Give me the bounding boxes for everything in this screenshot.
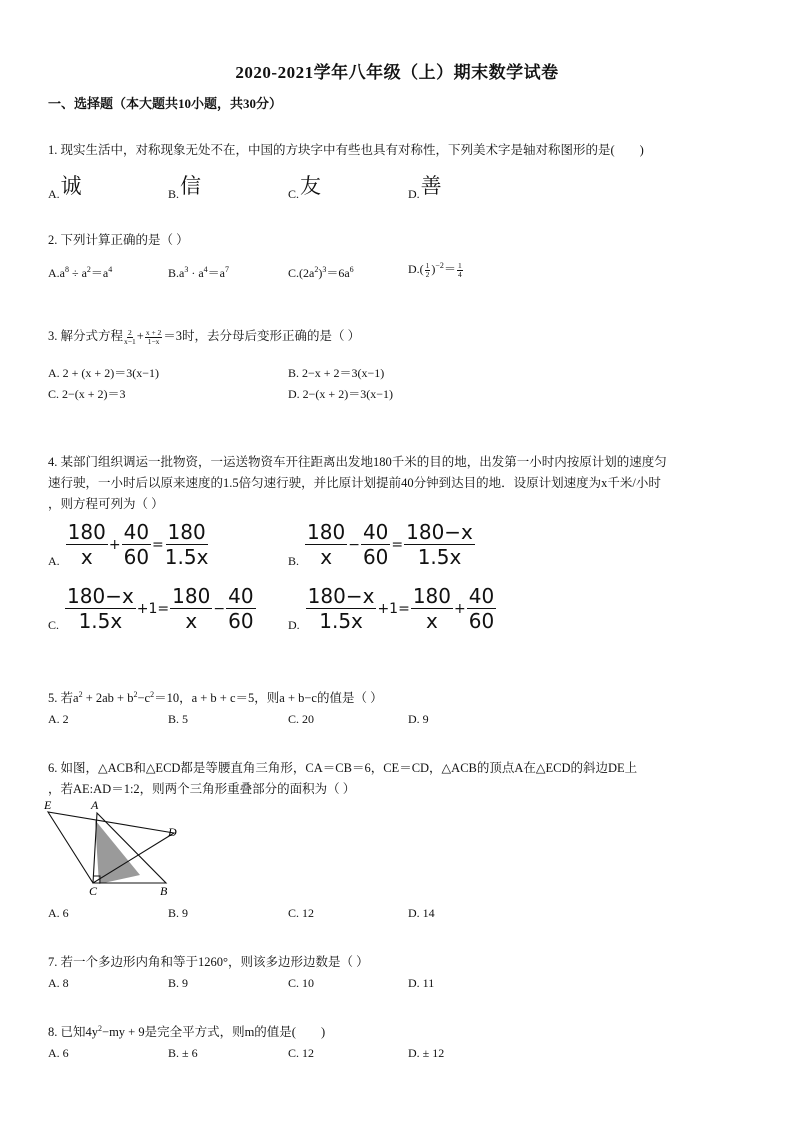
q7-option-d: D. 11 bbox=[408, 976, 435, 990]
fraction: $\frac{2}{x-1}$ bbox=[124, 327, 136, 346]
fraction: $\frac{40}{60}$ bbox=[468, 584, 495, 633]
fraction: $\frac{180}{x}$ bbox=[307, 520, 346, 569]
point-label-b: B bbox=[160, 884, 168, 898]
q1-option-b bbox=[168, 175, 201, 205]
question-4-line-1: 4. 某部门组织调运一批物资，一运送物资车开往距离出发地180千米的目的地，出发第一小时内按原计划的速度匀 bbox=[48, 455, 667, 469]
question-4-line-3: ，则方程可列为（ ） bbox=[48, 497, 164, 511]
triangle-figure bbox=[40, 796, 190, 900]
question-3-text: 3. 解分式方程 $\frac{2}{x-1}$ + $\frac{x + 2}{1-x}$ ＝3时，去分母后变形正确的是（ ） bbox=[48, 327, 361, 346]
page-title: 2020-2021学年八年级（上）期末数学试卷 bbox=[235, 63, 559, 82]
fraction: $\frac{180-x}{1.5x}$ bbox=[307, 584, 375, 633]
q7-option-a: A. 8 bbox=[48, 976, 69, 990]
option-character: 诚 bbox=[60, 174, 82, 198]
option-character: 友 bbox=[300, 174, 322, 198]
question-1-text: 1. 现实生活中，对称现象无处不在，中国的方块字中有些也具有对称性，下列美术字是轴对称图形的是( ) bbox=[48, 143, 644, 157]
option-label: A. bbox=[48, 187, 60, 201]
fraction: $\frac{180-x}{1.5x}$ bbox=[67, 584, 134, 633]
option-label: D. bbox=[408, 187, 420, 201]
point-label-c: C bbox=[89, 884, 98, 898]
q4-option-c: C. $\frac{180-x}{1.5x}$ +1= $\frac{180}{x}$ − $\frac{40}{60}$ bbox=[48, 584, 254, 633]
q3-option-b: B. 2−x + 2＝3(x−1) bbox=[288, 366, 385, 380]
question-6-line-2: ，若AE:AD＝1:2，则两个三角形重叠部分的面积为（ ） bbox=[48, 782, 356, 796]
option-label: C. bbox=[288, 187, 300, 201]
fraction: $\frac{180}{1.5x}$ bbox=[164, 520, 209, 569]
fraction: $\frac{40}{60}$ bbox=[123, 520, 150, 569]
overlap-region bbox=[95, 820, 140, 884]
fraction: $\frac{180-x}{1.5x}$ bbox=[406, 520, 473, 569]
q2-option-a: $A.a^8 \div a^2=a^4$ bbox=[48, 265, 113, 280]
question-2-text: 2. 下列计算正确的是（ ） bbox=[48, 233, 189, 247]
q6-option-d: D. 14 bbox=[408, 906, 435, 920]
q1-option-c bbox=[288, 175, 321, 205]
q8-option-b: B. ± 6 bbox=[168, 1046, 198, 1060]
q8-option-c: C. 12 bbox=[288, 1046, 315, 1060]
q6-option-a: A. 6 bbox=[48, 906, 69, 920]
fraction: $\frac{40}{60}$ bbox=[228, 584, 254, 633]
question-8-text: 8. 已知$4y^2-my + 9$是完全平方式，则m的值是( ) bbox=[48, 1023, 326, 1039]
question-6-line-1: 6. 如图，△ACB和△ECD都是等腰直角三角形，CA＝CB＝6，CE＝CD，△ACB的顶点A在△ECD的斜边DE上 bbox=[48, 761, 638, 775]
q5-option-d: D. 9 bbox=[408, 712, 429, 726]
q3-option-c: C. 2−(x + 2)＝3 bbox=[48, 387, 126, 401]
q5-option-a: A. 2 bbox=[48, 712, 69, 726]
option-character: 善 bbox=[420, 174, 442, 198]
q4-option-b: B. $\frac{180}{x}$ − $\frac{40}{60}$ = $\frac{180-x}{1.5x}$ bbox=[288, 520, 473, 569]
q1-option-d bbox=[408, 175, 442, 205]
fraction: $\frac{1}{2}$ bbox=[425, 260, 430, 279]
question-5-text: 5. 若$a^2 + 2ab + b^2-c^2=10$，a + b + c＝5，则a + b−c的值是（ ） bbox=[48, 689, 383, 705]
question-4-line-2: 速行驶，一小时后以原来速度的1.5倍匀速行驶，并比原计划提前40分钟到达目的地．设原计划速度为x千米/小时 bbox=[48, 476, 661, 490]
fraction: $\frac{180}{x}$ bbox=[172, 584, 211, 633]
q7-option-b: B. 9 bbox=[168, 976, 189, 990]
q4-option-a: A. $\frac{180}{x}$ + $\frac{40}{60}$ = $\frac{180}{1.5x}$ bbox=[48, 520, 209, 569]
q2-option-c: $C.(2a^2)^3=6a^6$ bbox=[288, 265, 354, 280]
question-7-text: 7. 若一个多边形内角和等于1260°，则该多边形边数是（ ） bbox=[48, 955, 369, 969]
q3-option-a: A. 2 + (x + 2)＝3(x−1) bbox=[48, 366, 159, 380]
q8-option-d: D. ± 12 bbox=[408, 1046, 445, 1060]
fraction: $\frac{180}{x}$ bbox=[412, 584, 452, 633]
point-label-a: A bbox=[91, 798, 99, 812]
fraction: $\frac{40}{60}$ bbox=[362, 520, 389, 569]
q8-option-a: A. 6 bbox=[48, 1046, 69, 1060]
fraction: $\frac{x + 2}{1-x}$ bbox=[145, 327, 162, 346]
q2-option-d: D.( $\frac{1}{2}$ )$^{-2}$＝ $\frac{1}{4}$ bbox=[408, 260, 462, 279]
fraction: $\frac{180}{x}$ bbox=[67, 520, 106, 569]
q2-option-b: $B.a^3 \cdot a^4=a^7$ bbox=[168, 265, 229, 280]
point-label-d: D bbox=[168, 825, 177, 839]
q4-option-d: D. $\frac{180-x}{1.5x}$ +1= $\frac{180}{x}$ + $\frac{40}{60}$ bbox=[288, 584, 495, 633]
q7-option-c: C. 10 bbox=[288, 976, 315, 990]
option-label: B. bbox=[168, 187, 180, 201]
q6-option-c: C. 12 bbox=[288, 906, 315, 920]
q3-option-d: D. 2−(x + 2)＝3(x−1) bbox=[288, 387, 393, 401]
q5-option-b: B. 5 bbox=[168, 712, 189, 726]
point-label-e: E bbox=[44, 798, 52, 812]
q6-option-b: B. 9 bbox=[168, 906, 189, 920]
option-character: 信 bbox=[180, 174, 202, 198]
fraction: $\frac{1}{4}$ bbox=[457, 260, 462, 279]
q5-option-c: C. 20 bbox=[288, 712, 315, 726]
q1-option-a bbox=[48, 175, 82, 205]
section-heading: 一、选择题（本大题共10小题，共30分） bbox=[48, 96, 283, 111]
